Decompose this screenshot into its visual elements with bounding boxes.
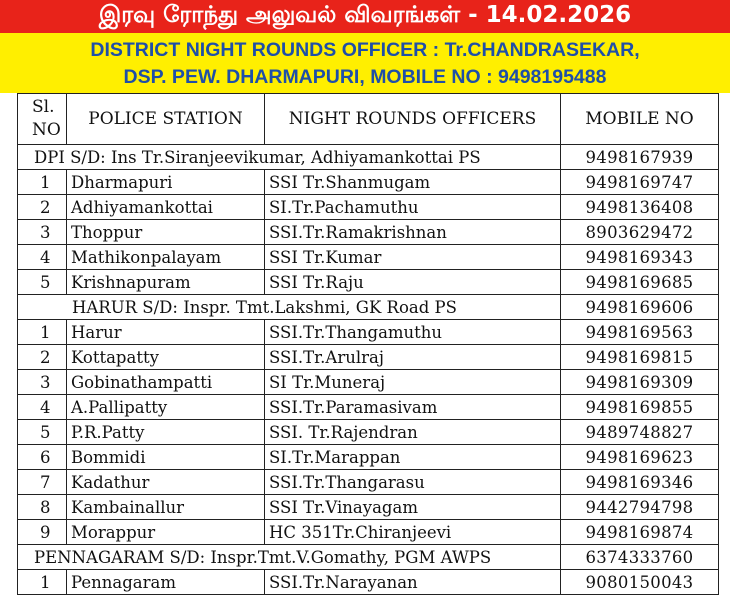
- mobile-no-cell: 9498169346: [561, 470, 719, 495]
- police-station-cell: Mathikonpalayam: [67, 245, 265, 270]
- sl-no-cell: 9: [18, 520, 67, 545]
- table-row: [18, 245, 719, 270]
- subdivision-row: [18, 145, 719, 170]
- mobile-no-cell: 9498169563: [561, 320, 719, 345]
- mobile-no-cell: 9442794798: [561, 495, 719, 520]
- police-station-cell: Morappur: [67, 520, 265, 545]
- table-row: [18, 420, 719, 445]
- mobile-no-cell: 9080150043: [561, 570, 719, 595]
- officer-cell: SSI.Tr.Paramasivam: [265, 395, 561, 420]
- table-row: [18, 320, 719, 345]
- mobile-no-cell: 9498167939: [561, 145, 719, 170]
- table-row: [18, 495, 719, 520]
- table-body: [18, 145, 719, 595]
- subdivision-label: DPI S/D: Ins Tr.Siranjeevikumar, Adhiyamankottai PS: [18, 145, 561, 170]
- sl-no-cell: 2: [18, 345, 67, 370]
- table-row: [18, 395, 719, 420]
- sl-no-cell: 5: [18, 420, 67, 445]
- table-row: [18, 370, 719, 395]
- sl-no-cell: 8: [18, 495, 67, 520]
- mobile-no-cell: 6374333760: [561, 545, 719, 570]
- table-row: [18, 170, 719, 195]
- table-row: [18, 270, 719, 295]
- subdivision-label: PENNAGARAM S/D: Inspr.Tmt.V.Gomathy, PGM AWPS: [18, 545, 561, 570]
- officer-cell: SSI. Tr.Rajendran: [265, 420, 561, 445]
- subdivision-row: [18, 295, 719, 320]
- officer-cell: SI.Tr.Pachamuthu: [265, 195, 561, 220]
- sl-no-cell: 1: [18, 320, 67, 345]
- header-police-station: POLICE STATION: [67, 94, 265, 145]
- officer-cell: SSI.Tr.Thangarasu: [265, 470, 561, 495]
- officer-cell: HC 351Tr.Chiranjeevi: [265, 520, 561, 545]
- police-station-cell: Adhiyamankottai: [67, 195, 265, 220]
- police-station-cell: Dharmapuri: [67, 170, 265, 195]
- sl-no-cell: 4: [18, 395, 67, 420]
- police-station-cell: Bommidi: [67, 445, 265, 470]
- police-station-cell: Thoppur: [67, 220, 265, 245]
- mobile-no-cell: 9498136408: [561, 195, 719, 220]
- sl-no-cell: 1: [18, 170, 67, 195]
- officer-cell: SSI.Tr.Ramakrishnan: [265, 220, 561, 245]
- officer-cell: SSI.Tr.Thangamuthu: [265, 320, 561, 345]
- district-officer-line-1: DISTRICT NIGHT ROUNDS OFFICER : Tr.CHANDRASEKAR,: [90, 39, 640, 61]
- police-station-cell: Gobinathampatti: [67, 370, 265, 395]
- mobile-no-cell: 9498169343: [561, 245, 719, 270]
- police-station-cell: P.R.Patty: [67, 420, 265, 445]
- police-station-cell: Pennagaram: [67, 570, 265, 595]
- mobile-no-cell: 9498169815: [561, 345, 719, 370]
- night-rounds-table: [17, 93, 719, 595]
- mobile-no-cell: 9498169606: [561, 295, 719, 320]
- police-station-cell: Kambainallur: [67, 495, 265, 520]
- sl-no-cell: 3: [18, 220, 67, 245]
- table-row: [18, 220, 719, 245]
- mobile-no-cell: 9498169855: [561, 395, 719, 420]
- page-title: இரவு ரோந்து அலுவல் விவரங்கள் - 14.02.2026: [98, 2, 632, 28]
- sl-no-cell: 4: [18, 245, 67, 270]
- table-header-row: [18, 94, 719, 145]
- table-row: [18, 470, 719, 495]
- sl-no-cell: 6: [18, 445, 67, 470]
- officer-cell: SSI Tr.Kumar: [265, 245, 561, 270]
- officer-cell: SSI Tr.Vinayagam: [265, 495, 561, 520]
- officer-cell: SSI Tr.Shanmugam: [265, 170, 561, 195]
- sl-no-cell: 7: [18, 470, 67, 495]
- mobile-no-cell: 9498169747: [561, 170, 719, 195]
- district-officer-line-2: DSP. PEW. DHARMAPURI, MOBILE NO : 9498195488: [123, 66, 607, 88]
- officer-cell: SSI.Tr.Narayanan: [265, 570, 561, 595]
- police-station-cell: A.Pallipatty: [67, 395, 265, 420]
- officer-cell: SSI Tr.Raju: [265, 270, 561, 295]
- police-station-cell: Kottapatty: [67, 345, 265, 370]
- table-row: [18, 345, 719, 370]
- mobile-no-cell: 9498169309: [561, 370, 719, 395]
- mobile-no-cell: 8903629472: [561, 220, 719, 245]
- header-mobile-no: MOBILE NO: [561, 94, 719, 145]
- table-row: [18, 195, 719, 220]
- officer-cell: SI.Tr.Marappan: [265, 445, 561, 470]
- officer-cell: SI Tr.Muneraj: [265, 370, 561, 395]
- police-station-cell: Harur: [67, 320, 265, 345]
- table-row: [18, 445, 719, 470]
- mobile-no-cell: 9498169874: [561, 520, 719, 545]
- table-row: [18, 520, 719, 545]
- subdivision-row: [18, 545, 719, 570]
- header-sl-no: Sl. NO: [18, 94, 67, 145]
- page-title-banner: [0, 0, 730, 33]
- police-station-cell: Kadathur: [67, 470, 265, 495]
- mobile-no-cell: 9498169623: [561, 445, 719, 470]
- sl-no-cell: 3: [18, 370, 67, 395]
- header-night-rounds-officers: NIGHT ROUNDS OFFICERS: [265, 94, 561, 145]
- officer-cell: SSI.Tr.Arulraj: [265, 345, 561, 370]
- sl-no-cell: 5: [18, 270, 67, 295]
- district-officer-banner: [0, 33, 730, 93]
- police-station-cell: Krishnapuram: [67, 270, 265, 295]
- subdivision-label: HARUR S/D: Inspr. Tmt.Lakshmi, GK Road PS: [18, 295, 561, 320]
- sl-no-cell: 1: [18, 570, 67, 595]
- mobile-no-cell: 9498169685: [561, 270, 719, 295]
- sl-no-cell: 2: [18, 195, 67, 220]
- mobile-no-cell: 9489748827: [561, 420, 719, 445]
